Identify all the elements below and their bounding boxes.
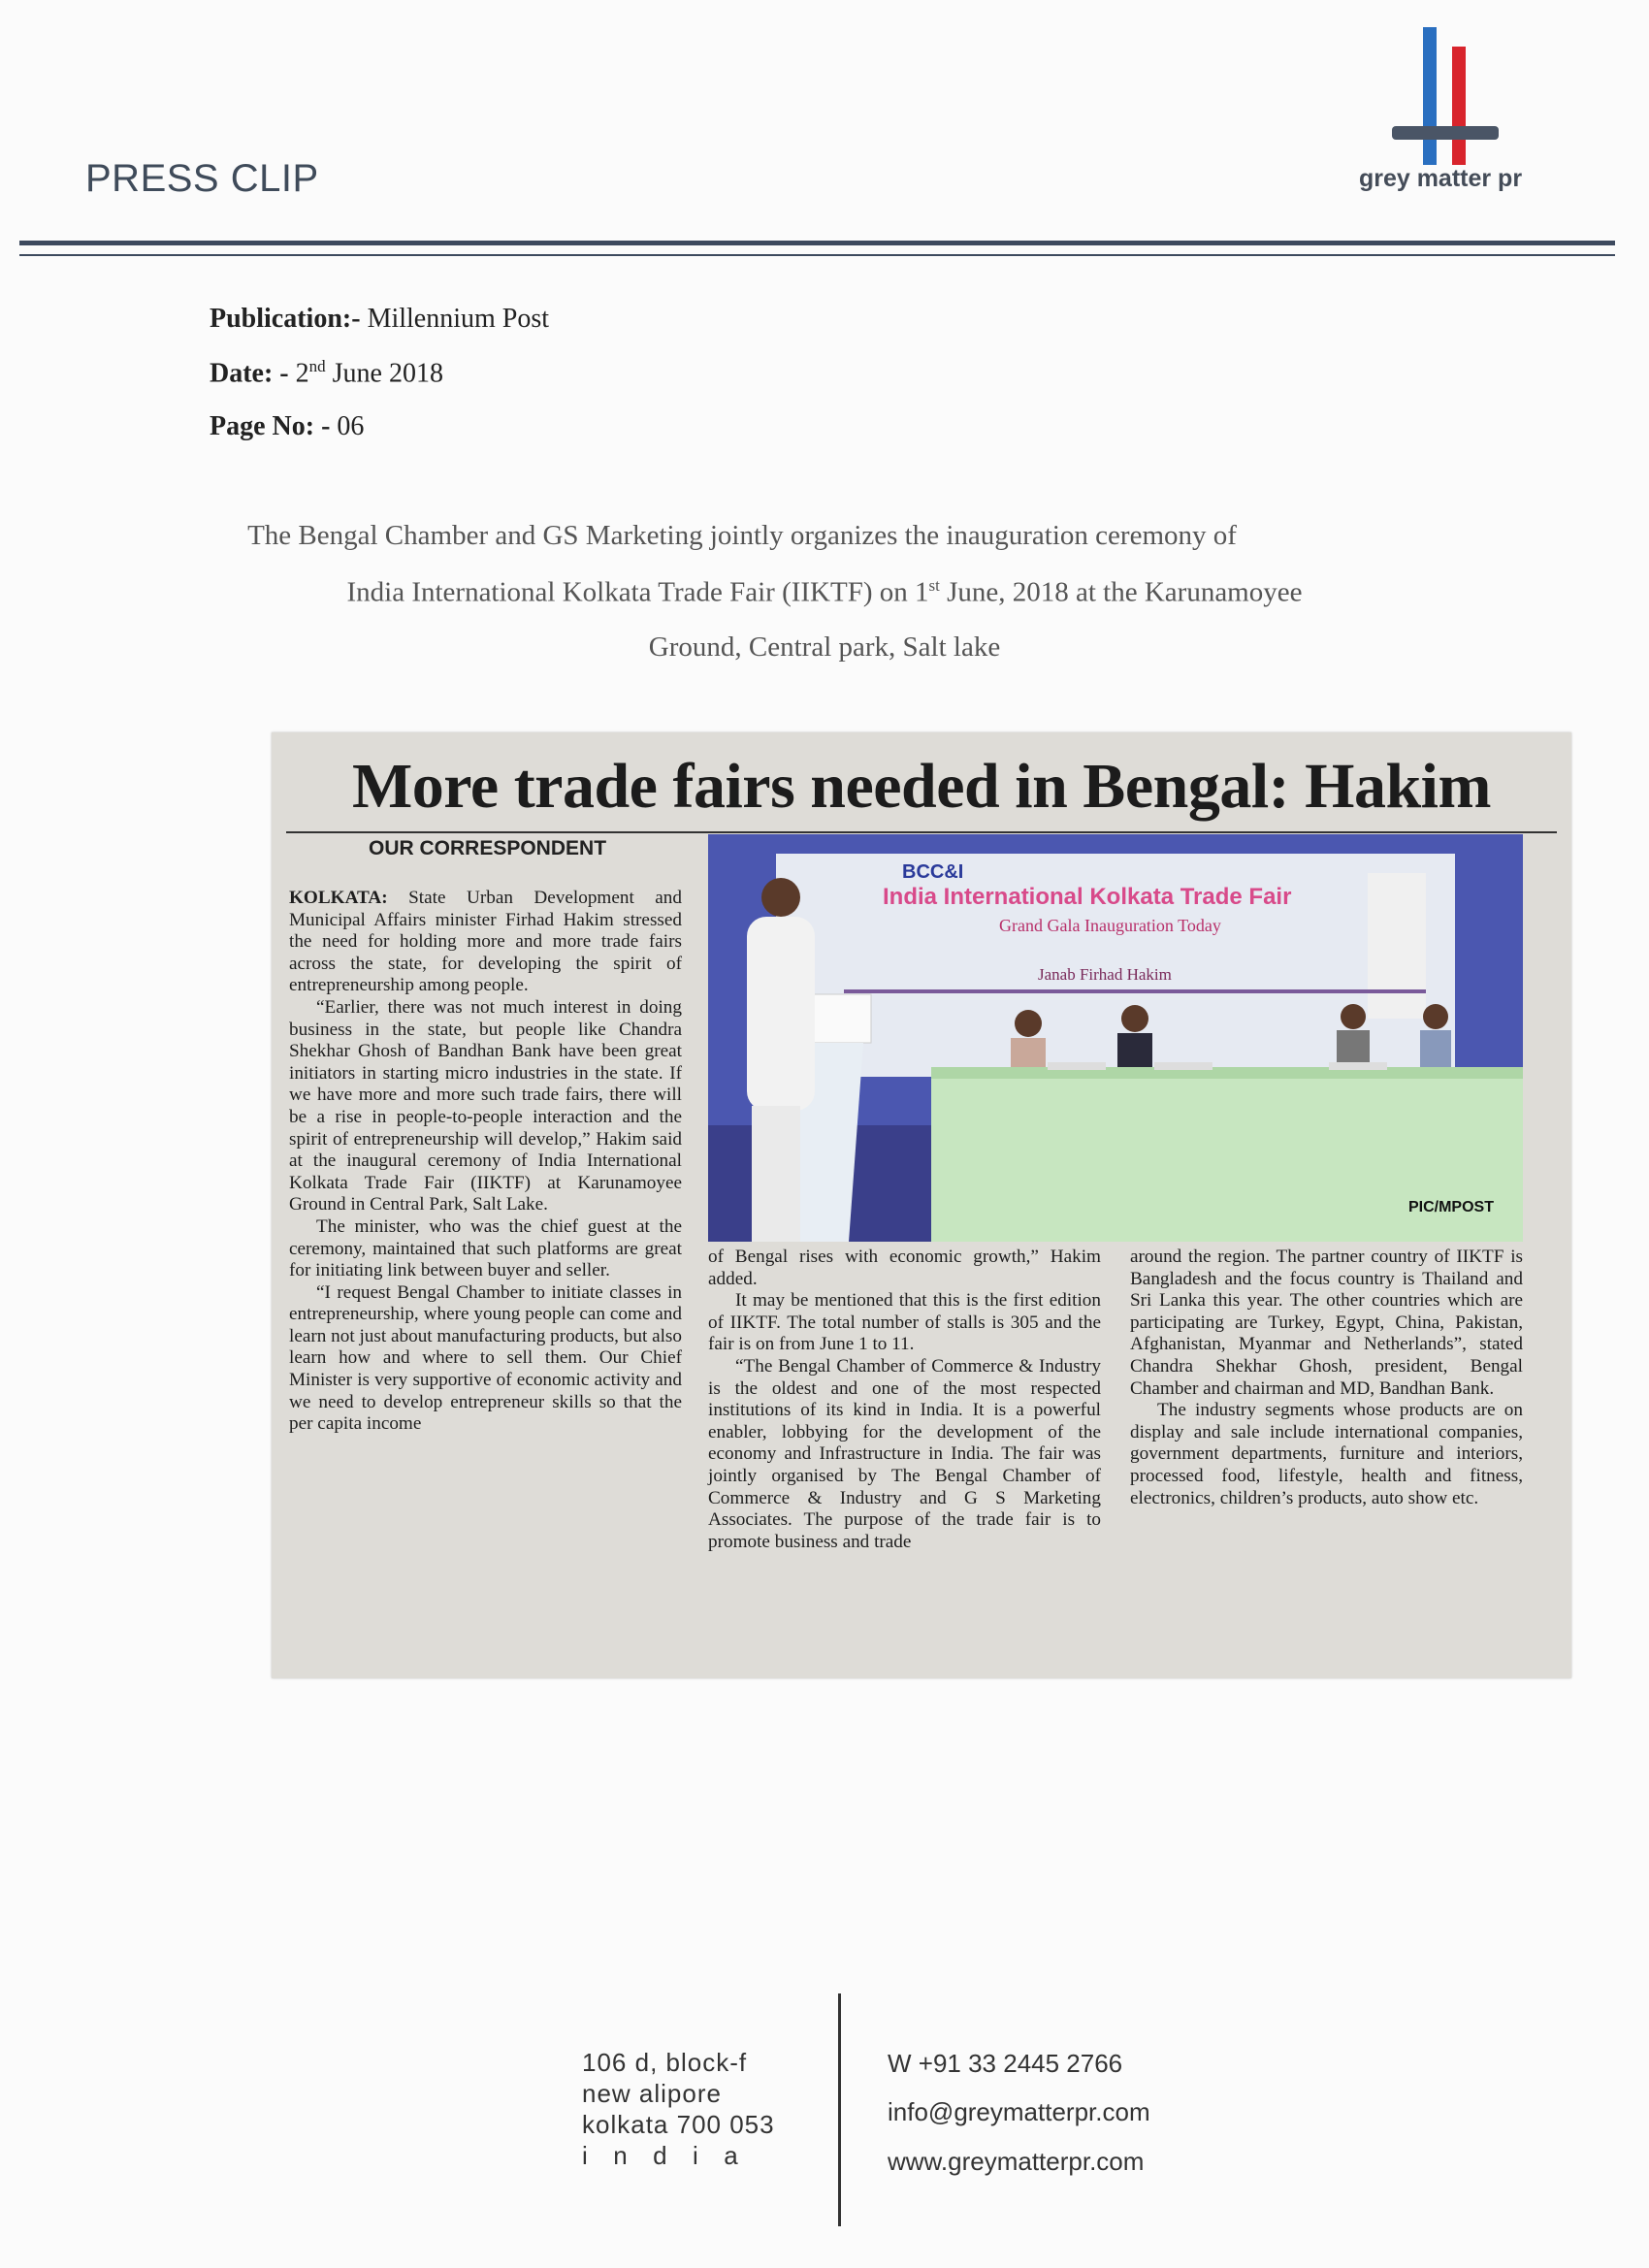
press-clip-title: PRESS CLIP [85, 157, 319, 200]
date-rest: June 2018 [332, 358, 443, 389]
col1-paragraph-3: The minister, who was the chief guest at the ceremony, maintained that such platforms are great for initiating link between buyer and seller. [289, 1215, 682, 1281]
address-line-4: i n d i a [582, 2141, 742, 2170]
photo-credit: PIC/MPOST [1407, 1199, 1494, 1215]
article-headline: More trade fairs needed in Bengal: Hakim [352, 751, 1491, 822]
col3-paragraph-1: around the region. The partner country of IIKTF is Bangladesh and the focus country is Thailand and Sri Lanka this year. The other countries which are participating are Turkey, Egypt, China, Pakistan, Afghanistan, Myanmar and Netherlands”, stated Chandra Shekhar Ghosh, president, Bengal Chamber and chairman and MD, Bandhan Bank. [1130, 1247, 1523, 1399]
header-rule-thin [19, 254, 1615, 256]
caption-line-3: Ground, Central park, Salt lake [648, 632, 1001, 663]
header-rule-thick [19, 241, 1615, 245]
grey-matter-logo [1353, 19, 1528, 204]
date-line [210, 357, 443, 389]
caption-line-2-a: India International Kolkata Trade Fair (IIKTF) on 1 [346, 576, 929, 608]
logo-bars-icon [1392, 27, 1499, 173]
banner-subtitle: Grand Gala Inauguration Today [999, 916, 1221, 935]
caption-line-2-sup: st [928, 576, 940, 595]
article-column-1 [289, 888, 682, 1436]
article-column-3 [1130, 1247, 1523, 1509]
event-photo [708, 834, 1523, 1242]
address-line-2: new alipore [582, 2079, 722, 2108]
brand-name: grey matter pr [1358, 165, 1523, 192]
footer-divider [838, 1993, 841, 2226]
page-label: Page No: - [210, 411, 331, 441]
article-column-2 [708, 1247, 1101, 1553]
publication-value: Millennium Post [367, 304, 550, 334]
col1-paragraph-2: “Earlier, there was not much interest in doing business in the state, but people like Chandra Shekhar Ghosh of Bandhan Bank have been great initiators in starting micro industries in the state. If we have more and more such trade fairs, there will be a rise in people-to-people interaction and the spirit of entrepreneurship will develop,” Hakim said at the inaugural ceremony of India International Kolkata Trade Fair (IIKTF) at Karunamoyee Ground in Central Park, Salt Lake. [289, 996, 682, 1215]
caption-line-1: The Bengal Chamber and GS Marketing jointly organizes the inauguration ceremony of [247, 520, 1237, 551]
newspaper-clipping [272, 732, 1571, 1678]
date-day: 2 [295, 358, 309, 389]
banner-logo: BCC&I [902, 861, 964, 883]
article-dateline: KOLKATA: [289, 888, 388, 908]
headline-rule [286, 831, 1557, 833]
footer-phone: W +91 33 2445 2766 [888, 2049, 1123, 2078]
publication-line [210, 304, 549, 335]
footer-website[interactable]: www.greymatterpr.com [888, 2147, 1145, 2176]
date-suffix: nd [308, 357, 326, 375]
caption-line-2 [0, 576, 1649, 609]
col2-paragraph-1: of Bengal rises with economic growth,” Hakim added. [708, 1247, 1101, 1289]
col2-paragraph-2: It may be mentioned that this is the first edition of IIKTF. The total number of stalls is 305 and the fair is on from June 1 to 11. [708, 1290, 1101, 1355]
address-line-3: kolkata 700 053 [582, 2110, 775, 2139]
footer-address [582, 2047, 775, 2171]
page-line [210, 411, 364, 442]
footer-email[interactable]: info@greymatterpr.com [888, 2097, 1150, 2126]
article-byline: OUR CORRESPONDENT [369, 837, 607, 859]
col1-paragraph-1: State Urban Development and Municipal Affairs minister Firhad Hakim stressed the need for holding more and more trade fairs across the state, for developing the spirit of entrepreneurship among people. [289, 888, 682, 996]
col3-paragraph-2: The industry segments whose products are on display and sale include international companies, government departments, furniture and interiors, processed food, lifestyle, health and fitness, electronics, children’s products, auto show etc. [1130, 1400, 1523, 1508]
col2-paragraph-3: “The Bengal Chamber of Commerce & Industry is the oldest and one of the most respected institutions of its kind in India. It is a powerful enabler, lobbying for the development of the economy and Infrastructure in India. The fair was jointly organised by The Bengal Chamber of Commerce & Industry and G S Marketing Associates. The purpose of the trade fair is to promote business and trade [708, 1355, 1101, 1552]
address-line-1: 106 d, block-f [582, 2048, 748, 2077]
banner-guest: Janab Firhad Hakim [1038, 965, 1172, 984]
caption-line-2-b: June, 2018 at the Karunamoyee [947, 576, 1303, 608]
col1-paragraph-4: “I request Bengal Chamber to initiate classes in entrepreneurship, where young people can come and learn not just about manufacturing products, but also learn how and where to sell them. Our Chief Minister is very supportive of economic activity and we need to develop entrepreneur skills so that the per capita income [289, 1281, 682, 1435]
banner-title: India International Kolkata Trade Fair [883, 884, 1292, 910]
date-label: Date: - [210, 358, 289, 389]
event-photo-image [708, 834, 1523, 1242]
page-value: 06 [337, 411, 365, 441]
publication-label: Publication:- [210, 304, 361, 334]
